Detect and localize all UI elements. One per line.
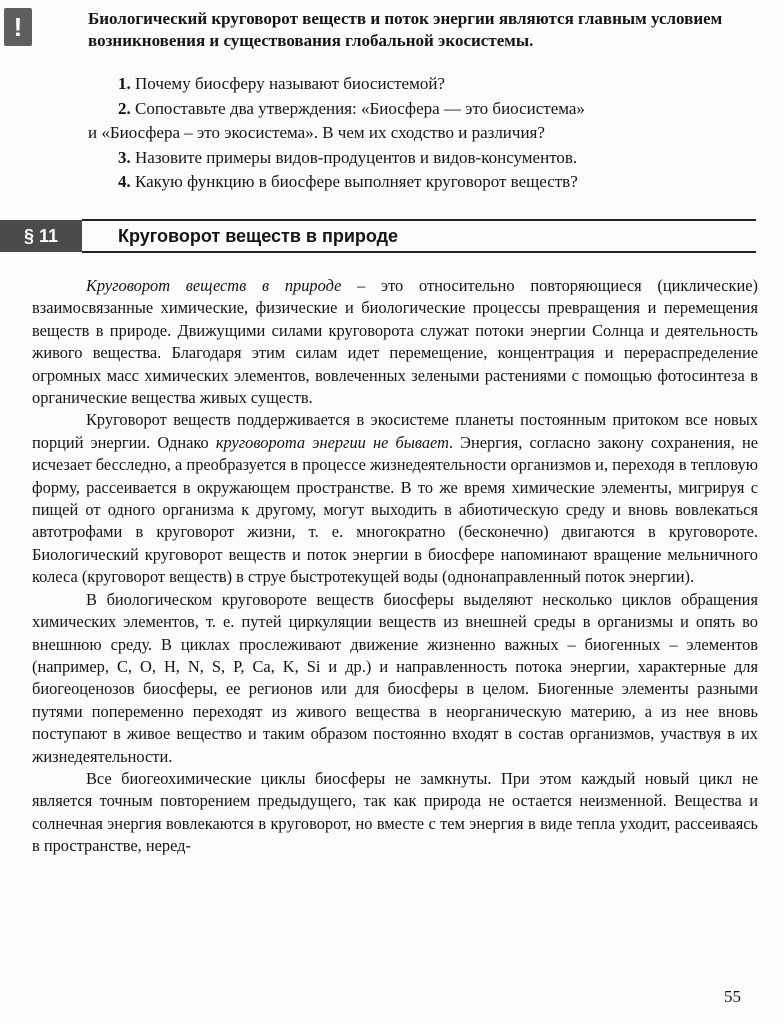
defined-term: Круговорот веществ в природе (86, 276, 342, 295)
page-number: 55 (724, 987, 741, 1006)
question-2-continued: и «Биосфера – это экосистема». В чем их сходство и различия? (88, 123, 545, 142)
paragraph-1: Круговорот веществ в природе – это относительно повторяющиеся (циклические) взаимосвязанные химические, физические и биологические процессы превращения и перемещения веществ в природе. Движущими силами круговорота служат потоки энергии Солнца и деятельность живого вещества. Благодаря этим силам идет перемещение, концентрация и перераспределение огромных масс химических элементов, вовлеченных зелеными растениями с помощью фотосинтеза в органические вещества живых существ. (32, 276, 758, 408)
question-3: 3. Назовите примеры видов-продуцентов и видов-консументов. (118, 147, 578, 167)
section-number: § 11 (0, 220, 82, 252)
question-2: 2. Сопоставьте два утверждения: «Биосфера — это биосистема» (118, 98, 585, 118)
review-questions (88, 72, 758, 195)
question-4: 4. Какую функцию в биосфере выполняет круговорот веществ? (118, 172, 578, 191)
section-title: Круговорот веществ в природе (118, 226, 399, 246)
exclamation-icon (4, 8, 32, 46)
key-statement: Биологический круговорот веществ и поток энергии являются главным условием возникновения и существования глобальной экосистемы. (88, 9, 723, 50)
paragraph-4: Все биогеохимические циклы биосферы не замкнуты. При этом каждый новый цикл не является точным повторением предыдущего, так как природа не остается неизменной. Вещества и солнечная энергия вовлекаются в круговорот, но вместе с тем энергия в виде тепла уходит, рассеиваясь в пространстве, неред- (32, 768, 758, 856)
paragraph-2: Круговорот веществ поддерживается в экосистеме планеты постоянным притоком все новых порций энергии. Однако круговорота энергии не бывает. Энергия, согласно закону сохранения, не исчезает бесследно, а преобразуется в процессе жизнедеятельности организмов и, переходя в тепловую форму, рассеивается в окружающем пространстве. В то же время химические элементы, мигрируя с пищей от одного организма к другому, могут выходить в абиотическую среду и вновь вовлекаться автотрофами в круговорот жизни, т. е. многократно (бесконечно) двигаются в круговороте. Биологический круговорот веществ и поток энергии в биосфере напоминают вращение мельничного колеса (круговорот веществ) в струе быстротекущей воды (однонаправленный поток энергии). (32, 410, 759, 587)
exclamation-glyph: ! (13, 12, 23, 42)
section-rule-bottom (82, 251, 756, 253)
emphasis: круговорота энергии не бывает (215, 432, 449, 452)
section-header (0, 217, 756, 255)
section-body (32, 275, 758, 858)
question-1: 1. Почему биосферу называют биосистемой? (118, 74, 445, 93)
paragraph-3: В биологическом круговороте веществ биосферы выделяют несколько циклов обращения химических элементов, т. е. путей циркуляции веществ из внешней среды в организмы и опять во внешнюю среду. В циклах прослеживают движение жизненно важных – биогенных – элементов (например, С, О, Н, N, S, P, Ca, K, Si и др.) и направленность потока энергии, характерные для биогеоценозов биосферы, ее регионов или для биосферы в целом. Биогенные элементы разными путями попеременно переходят из живого вещества в неорганическую материю, а из нее вновь поступают в живое вещество и таким образом постоянно входят в состав организмов, участвуя в их жизнедеятельности. (32, 589, 758, 766)
